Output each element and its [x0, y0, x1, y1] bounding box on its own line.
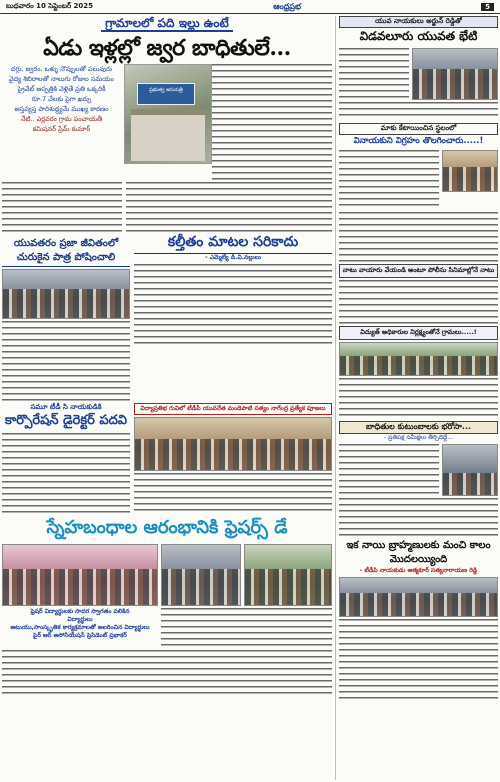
page-number: 5 [481, 3, 494, 11]
box2-body [339, 150, 439, 210]
box6-headline: ఇక నాయి బ్రాహ్మణులకు మంచి కాలం మొదలయ్యింది [346, 540, 491, 565]
right-column [335, 16, 498, 780]
lead-kicker: గ్రామాలలో పది ఇల్లు ఉంటే [2, 16, 332, 33]
freshers-body-2 [2, 650, 332, 696]
box2-headline: వినాయకుని విగ్రహం తొలగించారు.....! [353, 136, 484, 146]
hospital-photo [124, 64, 212, 164]
story3-byline: - ఎమ్మెల్యే డి.వి.నల్లులు [205, 254, 261, 261]
story4-headline: కార్పొరేషన్ డైరెక్టర్ పదవి [4, 413, 128, 428]
story4-body [2, 433, 130, 513]
box5-body-2 [339, 498, 498, 536]
main-column [2, 16, 332, 780]
issue-date: బుధవారం 10 సెప్టెంబర్ 2025 [6, 1, 94, 10]
box2-body-2 [339, 212, 498, 262]
story5-photo [134, 417, 332, 471]
story2-body [2, 321, 130, 401]
story6-headline: స్నేహబంధాల ఆరంభానికి ఫ్రెషర్స్ డే [46, 517, 288, 538]
lead-body-text [212, 64, 332, 182]
freshers-body [161, 608, 332, 648]
box3-headline: నాటు వాయారు వేయండి అంటూ పోలీసు సినిమాల్లోనే నాటు [339, 264, 498, 278]
box1-body-2 [339, 102, 498, 120]
box1-tag: యువ నాయకులు అర్జున్ రెడ్డితో [339, 16, 498, 28]
story3-headline: కల్తీతం మాటల సరికాదు [134, 234, 332, 254]
paper-name: ఆంధ్రప్రభ [273, 0, 301, 11]
story2-headline: యువతరం ప్రజా జీవితంలో చురుకైన పాత్ర పోషించాలి [2, 236, 130, 267]
box4-body [339, 378, 498, 418]
box1-headline: విడవలూరు యువత భేటి [359, 29, 478, 43]
box3-body [339, 280, 498, 324]
hospital-signboard: ప్రభుత్వ ఆసుపత్రి [137, 83, 195, 105]
lead-story [2, 64, 332, 182]
box1-body [339, 48, 409, 100]
box6-byline: - టీడీపి నాయకుడు ఆత్మకూర్ సత్యనారాయణ రెడ్డి [359, 567, 478, 574]
freshers-photo-2 [161, 544, 241, 606]
lead-continued-text [2, 182, 122, 232]
box1-photo [412, 48, 498, 100]
box5-portrait [442, 444, 498, 496]
box2-tag: మాకు కేటాయించిన స్థలంలో [339, 123, 498, 135]
box2-photo [442, 150, 498, 192]
box5-body [339, 444, 439, 496]
hospital-building [131, 109, 205, 161]
freshers-photo-1 [2, 544, 158, 606]
box6-body [339, 619, 498, 699]
story5-body [134, 473, 332, 513]
masthead-bar [0, 0, 500, 14]
story2-photo [2, 269, 130, 319]
box5-deck: - ప్రతిపక్ష సమీక్షలు తీర్చిదిద్దే... [383, 434, 454, 441]
freshers-photo-3 [244, 544, 332, 606]
lead-subdeck: దగ్గు, జ్వరం, ఒళ్ళు నొప్పులతో పలువురు వైద్య శిబిరాలతో నాలుగు రోజుల సమయం ప్రైవేట్ ఆస్పత్రికి వెళ్లితే ప్రతి ఒక్కరికీ రూ.7 వేలకు పైగా ఖర్చు అస్తవ్యస్త పారిశుద్ధ్యమే ముఖ్య కారణం నేటి.. ఎర్లవరం గ్రామ పంచాయతీ కమిషనర్ ప్రేమ్ కుమార్ [9, 65, 114, 133]
story3-body [134, 264, 332, 346]
lead-column-3 [126, 182, 332, 232]
story4-kicker: సమూ టీడీ సి నాయకుడికి [30, 403, 102, 411]
box4-headline: విద్యుత్ అధికారుల నిర్లక్ష్యంతోనే గ్రామలు.....! [339, 326, 498, 340]
box6-photo [339, 577, 498, 617]
box4-photo [339, 342, 498, 376]
lead-headline: ఏడు ఇళ్లల్లో జ్వర బాధితులే... [43, 35, 291, 61]
story5-headline: విద్యాప్రతిభ గువిలో టీడీపీ యువనేత మండెపాటి సత్యం నాగేంద్ర ప్రత్యేక పూజలు [134, 403, 332, 415]
freshers-captions: ఫ్రెషర్ విద్యార్థులకు సాదర స్వాగతం పలికిన విద్యార్థులు అటుయు,సాంస్కృతిక కార్యక్రమాలతో అలరించిన విద్యార్థులు పైర్ ఆర్ అసోసియేషన్ ప్రెసిడెంట్ ప్రభాకర్ [10, 608, 150, 639]
box5-tag: బాధితుల కుటుంబాలకు భరోసా... [339, 421, 498, 434]
